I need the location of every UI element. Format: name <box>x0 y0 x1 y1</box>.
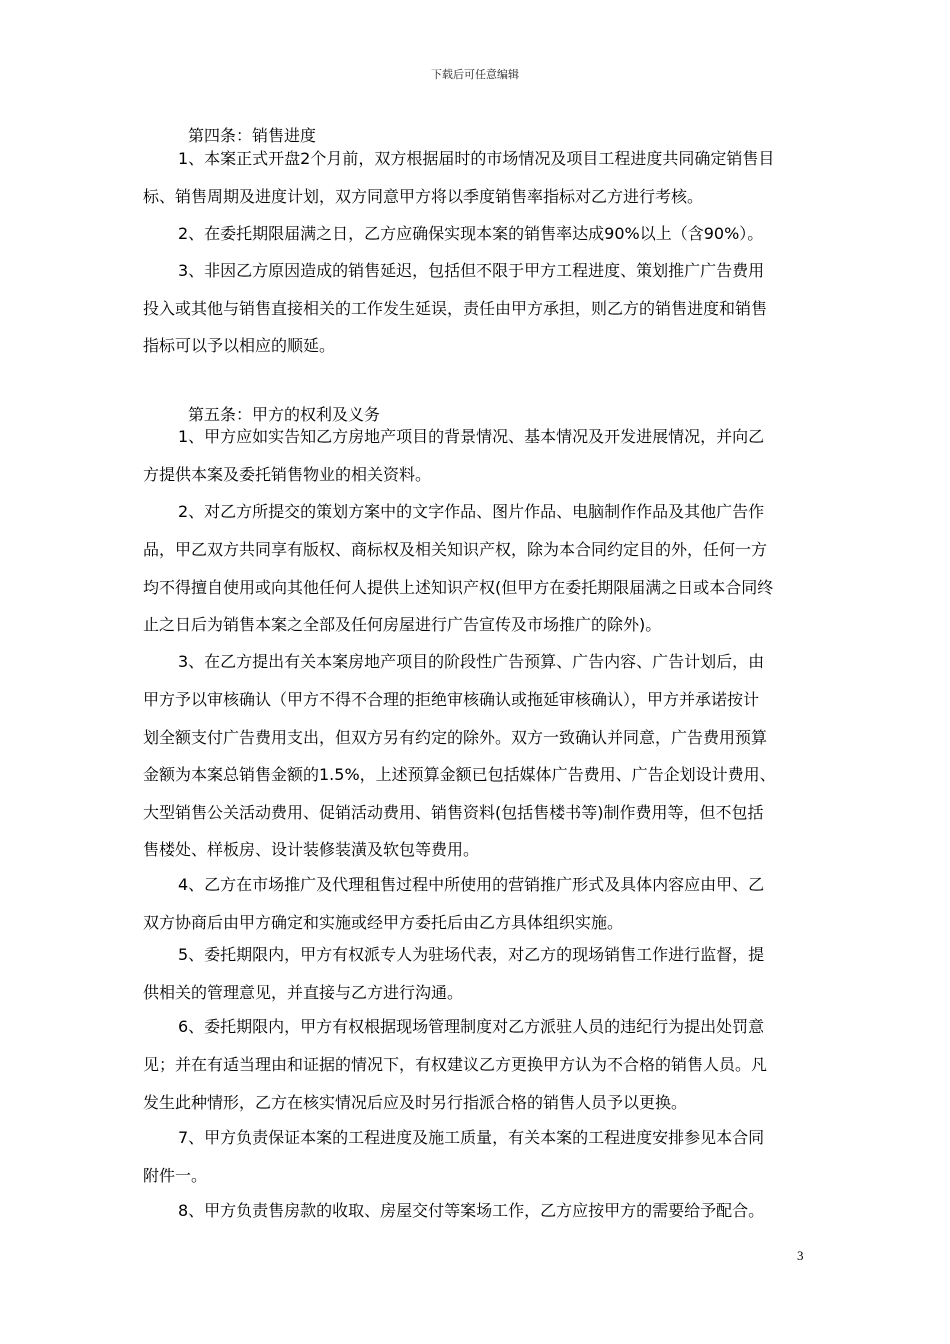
paragraph-line: 5、委托期限内，甲方有权派专人为驻场代表，对乙方的现场销售工作进行监督，提 <box>178 945 765 964</box>
paragraph-line: 附件一。 <box>143 1166 208 1185</box>
paragraph-line: 3、非因乙方原因造成的销售延迟，包括但不限于甲方工程进度、策划推广广告费用 <box>178 261 765 280</box>
paragraph-line: 双方协商后由甲方确定和实施或经甲方委托后由乙方具体组织实施。 <box>143 913 624 932</box>
page-header: 下载后可任意编辑 <box>431 68 519 81</box>
paragraph-line: 金额为本案总销售金额的1.5%，上述预算金额已包括媒体广告费用、广告企划设计费用、 <box>143 765 776 784</box>
paragraph-line: 8、甲方负责售房款的收取、房屋交付等案场工作，乙方应按甲方的需要给予配合。 <box>178 1201 765 1220</box>
paragraph-line: 甲方予以审核确认（甲方不得不合理的拒绝审核确认或拖延审核确认），甲方并承诺按计 <box>143 690 760 709</box>
paragraph-line: 标、销售周期及进度计划，双方同意甲方将以季度销售率指标对乙方进行考核。 <box>143 187 704 206</box>
paragraph-line: 均不得擅自使用或向其他任何人提供上述知识产权(但甲方在委托期限届满之日或本合同终 <box>143 578 774 597</box>
paragraph-line: 方提供本案及委托销售物业的相关资料。 <box>143 465 432 484</box>
paragraph-line: 品，甲乙双方共同享有版权、商标权及相关知识产权，除为本合同约定目的外，任何一方 <box>143 540 768 559</box>
paragraph-line: 指标可以予以相应的顺延。 <box>143 336 336 355</box>
paragraph-line: 6、委托期限内，甲方有权根据现场管理制度对乙方派驻人员的违纪行为提出处罚意 <box>178 1017 765 1036</box>
paragraph-line: 划全额支付广告费用支出，但双方另有约定的除外。双方一致确认并同意，广告费用预算 <box>143 728 768 747</box>
paragraph-line: 止之日后为销售本案之全部及任何房屋进行广告宣传及市场推广的除外)。 <box>143 615 662 634</box>
paragraph-line: 1、甲方应如实告知乙方房地产项目的背景情况、基本情况及开发进展情况，并向乙 <box>178 427 765 446</box>
paragraph-line: 2、对乙方所提交的策划方案中的文字作品、图片作品、电脑制作作品及其他广告作 <box>178 502 765 521</box>
paragraph-line: 供相关的管理意见，并直接与乙方进行沟通。 <box>143 983 464 1002</box>
page-number: 3 <box>797 1248 804 1263</box>
paragraph-line: 1、本案正式开盘2个月前，双方根据届时的市场情况及项目工程进度共同确定销售目 <box>178 149 775 168</box>
paragraph-line: 售楼处、样板房、设计装修装潢及软包等费用。 <box>143 840 480 859</box>
paragraph-line: 3、在乙方提出有关本案房地产项目的阶段性广告预算、广告内容、广告计划后，由 <box>178 652 765 671</box>
paragraph-line: 4、乙方在市场推广及代理租售过程中所使用的营销推广形式及具体内容应由甲、乙 <box>178 875 765 894</box>
paragraph-line: 7、甲方负责保证本案的工程进度及施工质量，有关本案的工程进度安排参见本合同 <box>178 1128 765 1147</box>
paragraph-line: 大型销售公关活动费用、促销活动费用、销售资料(包括售楼书等)制作费用等，但不包括 <box>143 803 764 822</box>
section-5-heading: 第五条：甲方的权利及义务 <box>188 405 381 424</box>
paragraph-line: 见；并在有适当理由和证据的情况下，有权建议乙方更换甲方认为不合格的销售人员。凡 <box>143 1055 768 1074</box>
section-4-heading: 第四条：销售进度 <box>188 126 317 145</box>
paragraph-line: 发生此种情形，乙方在核实情况后应及时另行指派合格的销售人员予以更换。 <box>143 1093 688 1112</box>
paragraph-line: 投入或其他与销售直接相关的工作发生延误，责任由甲方承担，则乙方的销售进度和销售 <box>143 299 768 318</box>
paragraph-line: 2、在委托期限届满之日，乙方应确保实现本案的销售率达成90%以上（含90%）。 <box>178 224 764 243</box>
